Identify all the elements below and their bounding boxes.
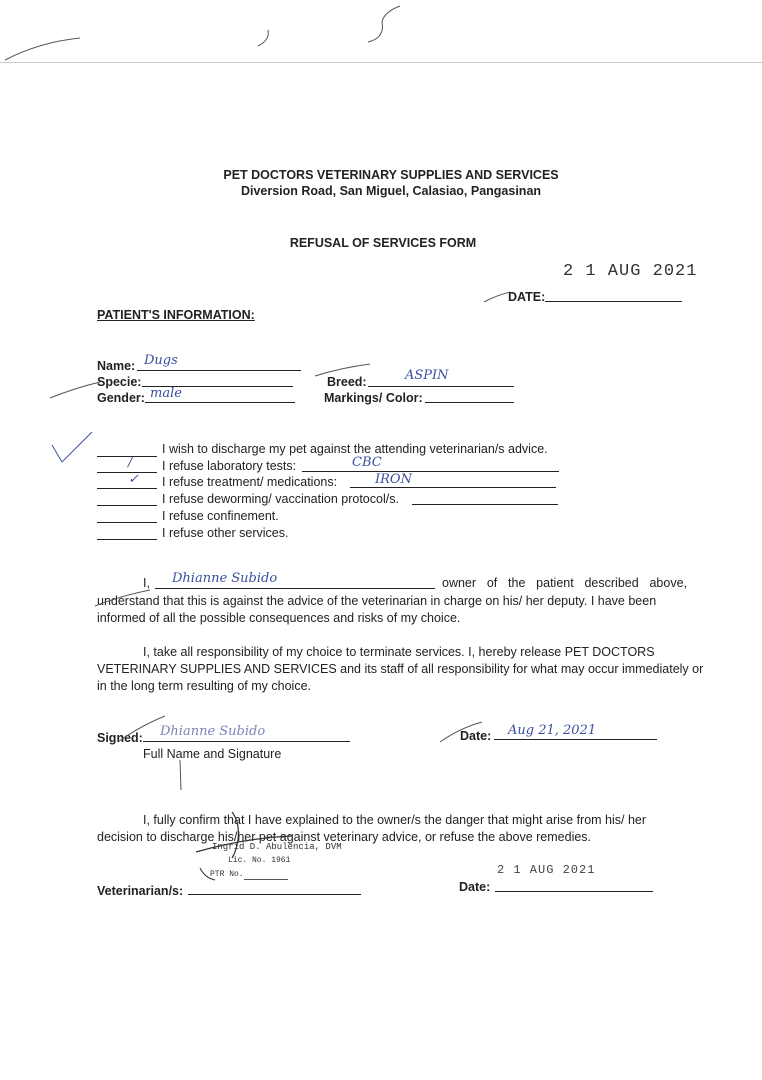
release-line2: VETERINARY SUPPLIES AND SERVICES and its staff of all responsibility for what may occur immediately or	[97, 662, 704, 676]
option-detail-2: IRON	[375, 472, 412, 487]
confirmation-line1: I, fully confirm that I have explained to the owner/s the danger that might arise from his/ her	[143, 813, 647, 827]
release-line1: I, take all responsibility of my choice to terminate services. I, hereby release PET DOCTORS	[143, 645, 655, 659]
signature-date-label: Date:	[460, 729, 492, 743]
company-address: Diversion Road, San Miguel, Calasiao, Pangasinan	[240, 184, 542, 198]
gender-value: male	[150, 386, 182, 401]
vet-stamp-ptr-line	[244, 879, 288, 880]
statement-prefix: I,	[143, 576, 150, 590]
signed-value: Dhianne Subido	[160, 724, 266, 739]
signature-date-value: Aug 21, 2021	[508, 723, 597, 738]
vet-stamp-ptr: PTR No.	[210, 870, 244, 879]
markings-label: Markings/ Color:	[324, 391, 423, 405]
gender-label: Gender:	[97, 391, 145, 405]
statement-line3: informed of all the possible consequences and risks of my choice.	[97, 611, 461, 625]
veterinarian-line	[188, 894, 361, 895]
specie-label: Specie:	[97, 375, 142, 389]
option-detail-1: CBC	[352, 455, 382, 470]
option-label-4: I refuse confinement.	[162, 509, 279, 523]
date-stamp: 2 1 AUG 2021	[563, 262, 698, 281]
statement-line1: owner of the patient described above,	[442, 576, 687, 590]
option-label-5: I refuse other services.	[162, 526, 289, 540]
signature-caption: Full Name and Signature	[143, 747, 282, 761]
signed-label: Signed:	[97, 731, 143, 745]
patient-section-title: PATIENT'S INFORMATION:	[97, 308, 255, 322]
confirmation-line2: decision to discharge his/her pet against veterinary advice, or refuse the above remedies.	[97, 830, 592, 844]
option-label-1: I refuse laboratory tests:	[162, 459, 297, 473]
vet-date-stamp: 2 1 AUG 2021	[497, 863, 596, 877]
breed-value: ASPIN	[405, 368, 449, 383]
option-mark-2: ✓	[128, 472, 139, 487]
company-name: PET DOCTORS VETERINARY SUPPLIES AND SERVICES	[223, 168, 559, 182]
owner-name-value: Dhianne Subido	[172, 571, 278, 586]
vet-date-line	[495, 891, 653, 892]
vet-date-label: Date:	[459, 880, 491, 894]
release-line3: in the long term resulting of my choice.	[97, 679, 311, 693]
option-label-0: I wish to discharge my pet against the attending veterinarian/s advice.	[162, 442, 548, 456]
date-label: DATE:	[508, 290, 546, 304]
name-value: Dugs	[144, 353, 178, 368]
option-mark-1: /	[128, 455, 133, 470]
option-label-2: I refuse treatment/ medications:	[162, 475, 338, 489]
vet-stamp-name: Ingrid D. Abulencia, DVM	[212, 842, 342, 852]
veterinarian-label: Veterinarian/s:	[97, 884, 184, 898]
option-label-3: I refuse deworming/ vaccination protocol/s.	[162, 492, 399, 506]
name-label: Name:	[97, 359, 136, 373]
statement-line2: understand that this is against the advice of the veterinarian in charge on his/ her deputy. I have been	[97, 594, 657, 608]
vet-stamp-license: Lic. No. 1961	[228, 856, 291, 865]
form-title: REFUSAL OF SERVICES FORM	[289, 236, 477, 250]
breed-label: Breed:	[327, 375, 367, 389]
